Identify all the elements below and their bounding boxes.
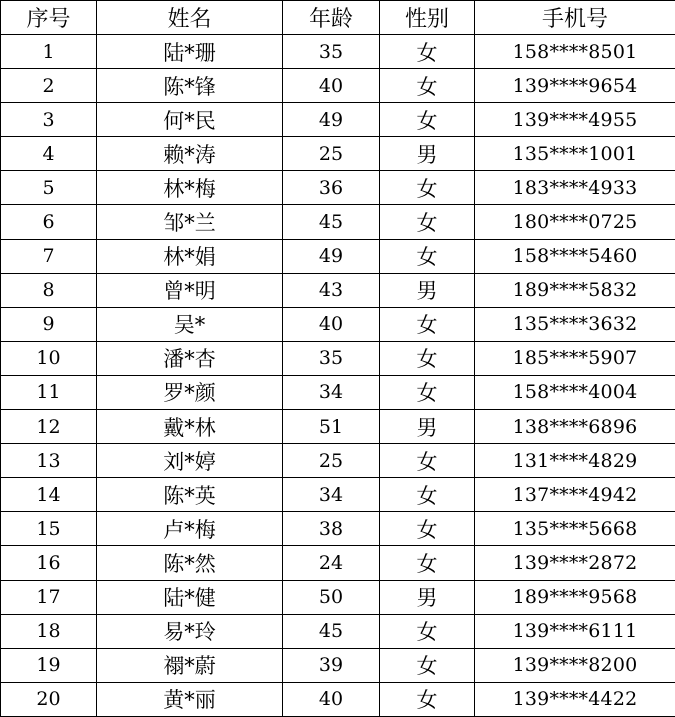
table-row	[1, 69, 675, 103]
cell-seq: 9	[1, 307, 97, 341]
cell-gender: 女	[380, 35, 475, 69]
cell-name: 戴*林	[97, 410, 283, 444]
table-row	[1, 512, 675, 546]
cell-gender: 女	[380, 512, 475, 546]
cell-name: 陆*健	[97, 580, 283, 614]
cell-gender: 男	[380, 273, 475, 307]
cell-phone: 139****8200	[475, 648, 675, 682]
cell-age: 45	[283, 205, 380, 239]
cell-name: 卢*梅	[97, 512, 283, 546]
cell-phone: 180****0725	[475, 205, 675, 239]
cell-name: 林*娟	[97, 239, 283, 273]
cell-gender: 女	[380, 375, 475, 409]
cell-phone: 139****2872	[475, 546, 675, 580]
cell-name: 潘*杏	[97, 341, 283, 375]
cell-phone: 135****5668	[475, 512, 675, 546]
table-row	[1, 648, 675, 682]
cell-name: 何*民	[97, 103, 283, 137]
cell-seq: 16	[1, 546, 97, 580]
cell-gender: 女	[380, 103, 475, 137]
cell-seq: 18	[1, 614, 97, 648]
cell-name: 禤*蔚	[97, 648, 283, 682]
cell-age: 40	[283, 307, 380, 341]
cell-seq: 14	[1, 478, 97, 512]
cell-seq: 13	[1, 444, 97, 478]
cell-age: 34	[283, 478, 380, 512]
cell-seq: 15	[1, 512, 97, 546]
column-header-seq: 序号	[1, 1, 97, 35]
cell-age: 39	[283, 648, 380, 682]
table-row	[1, 341, 675, 375]
cell-age: 25	[283, 137, 380, 171]
table-row	[1, 682, 675, 716]
cell-gender: 女	[380, 682, 475, 716]
cell-age: 43	[283, 273, 380, 307]
cell-name: 罗*颜	[97, 375, 283, 409]
column-header-gender: 性别	[380, 1, 475, 35]
column-header-name: 姓名	[97, 1, 283, 35]
table-row	[1, 410, 675, 444]
cell-phone: 158****4004	[475, 375, 675, 409]
cell-gender: 男	[380, 580, 475, 614]
cell-gender: 女	[380, 478, 475, 512]
cell-age: 38	[283, 512, 380, 546]
table-row	[1, 444, 675, 478]
cell-name: 陈*然	[97, 546, 283, 580]
cell-age: 35	[283, 341, 380, 375]
table-row	[1, 375, 675, 409]
cell-age: 49	[283, 239, 380, 273]
cell-phone: 158****8501	[475, 35, 675, 69]
cell-seq: 3	[1, 103, 97, 137]
table-row	[1, 580, 675, 614]
cell-phone: 135****1001	[475, 137, 675, 171]
table-row	[1, 307, 675, 341]
cell-gender: 女	[380, 69, 475, 103]
cell-age: 40	[283, 682, 380, 716]
cell-age: 35	[283, 35, 380, 69]
cell-gender: 女	[380, 171, 475, 205]
cell-age: 51	[283, 410, 380, 444]
cell-phone: 138****6896	[475, 410, 675, 444]
cell-seq: 10	[1, 341, 97, 375]
cell-phone: 189****5832	[475, 273, 675, 307]
cell-phone: 183****4933	[475, 171, 675, 205]
cell-name: 曾*明	[97, 273, 283, 307]
cell-seq: 4	[1, 137, 97, 171]
cell-name: 陈*英	[97, 478, 283, 512]
cell-seq: 17	[1, 580, 97, 614]
table-row	[1, 614, 675, 648]
cell-seq: 1	[1, 35, 97, 69]
cell-name: 易*玲	[97, 614, 283, 648]
cell-name: 林*梅	[97, 171, 283, 205]
cell-seq: 5	[1, 171, 97, 205]
table-row	[1, 103, 675, 137]
cell-name: 赖*涛	[97, 137, 283, 171]
cell-phone: 189****9568	[475, 580, 675, 614]
cell-name: 陈*锋	[97, 69, 283, 103]
cell-age: 49	[283, 103, 380, 137]
cell-seq: 11	[1, 375, 97, 409]
cell-phone: 139****6111	[475, 614, 675, 648]
cell-age: 36	[283, 171, 380, 205]
cell-name: 刘*婷	[97, 444, 283, 478]
cell-name: 吴*	[97, 307, 283, 341]
cell-phone: 158****5460	[475, 239, 675, 273]
table-row	[1, 137, 675, 171]
table-row	[1, 546, 675, 580]
cell-phone: 137****4942	[475, 478, 675, 512]
cell-age: 40	[283, 69, 380, 103]
cell-seq: 20	[1, 682, 97, 716]
table-row	[1, 171, 675, 205]
cell-seq: 12	[1, 410, 97, 444]
cell-seq: 2	[1, 69, 97, 103]
cell-gender: 女	[380, 341, 475, 375]
cell-age: 45	[283, 614, 380, 648]
cell-age: 25	[283, 444, 380, 478]
cell-age: 24	[283, 546, 380, 580]
cell-gender: 男	[380, 137, 475, 171]
cell-phone: 185****5907	[475, 341, 675, 375]
cell-seq: 19	[1, 648, 97, 682]
cell-gender: 男	[380, 410, 475, 444]
table-header	[1, 1, 675, 35]
header-row	[1, 1, 675, 35]
table-row	[1, 273, 675, 307]
cell-name: 黄*丽	[97, 682, 283, 716]
table-row	[1, 478, 675, 512]
column-header-phone: 手机号	[475, 1, 675, 35]
table-body	[1, 35, 675, 717]
cell-gender: 女	[380, 546, 475, 580]
table-row	[1, 205, 675, 239]
cell-gender: 女	[380, 444, 475, 478]
cell-age: 50	[283, 580, 380, 614]
cell-name: 邹*兰	[97, 205, 283, 239]
cell-gender: 女	[380, 205, 475, 239]
cell-phone: 139****9654	[475, 69, 675, 103]
column-header-age: 年龄	[283, 1, 380, 35]
table-row	[1, 35, 675, 69]
cell-age: 34	[283, 375, 380, 409]
cell-phone: 139****4955	[475, 103, 675, 137]
cell-phone: 131****4829	[475, 444, 675, 478]
cell-seq: 6	[1, 205, 97, 239]
cell-gender: 女	[380, 307, 475, 341]
cell-gender: 女	[380, 239, 475, 273]
table-row	[1, 239, 675, 273]
cell-gender: 女	[380, 614, 475, 648]
cell-gender: 女	[380, 648, 475, 682]
cell-name: 陆*珊	[97, 35, 283, 69]
cell-phone: 135****3632	[475, 307, 675, 341]
cell-seq: 7	[1, 239, 97, 273]
cell-phone: 139****4422	[475, 682, 675, 716]
cell-seq: 8	[1, 273, 97, 307]
